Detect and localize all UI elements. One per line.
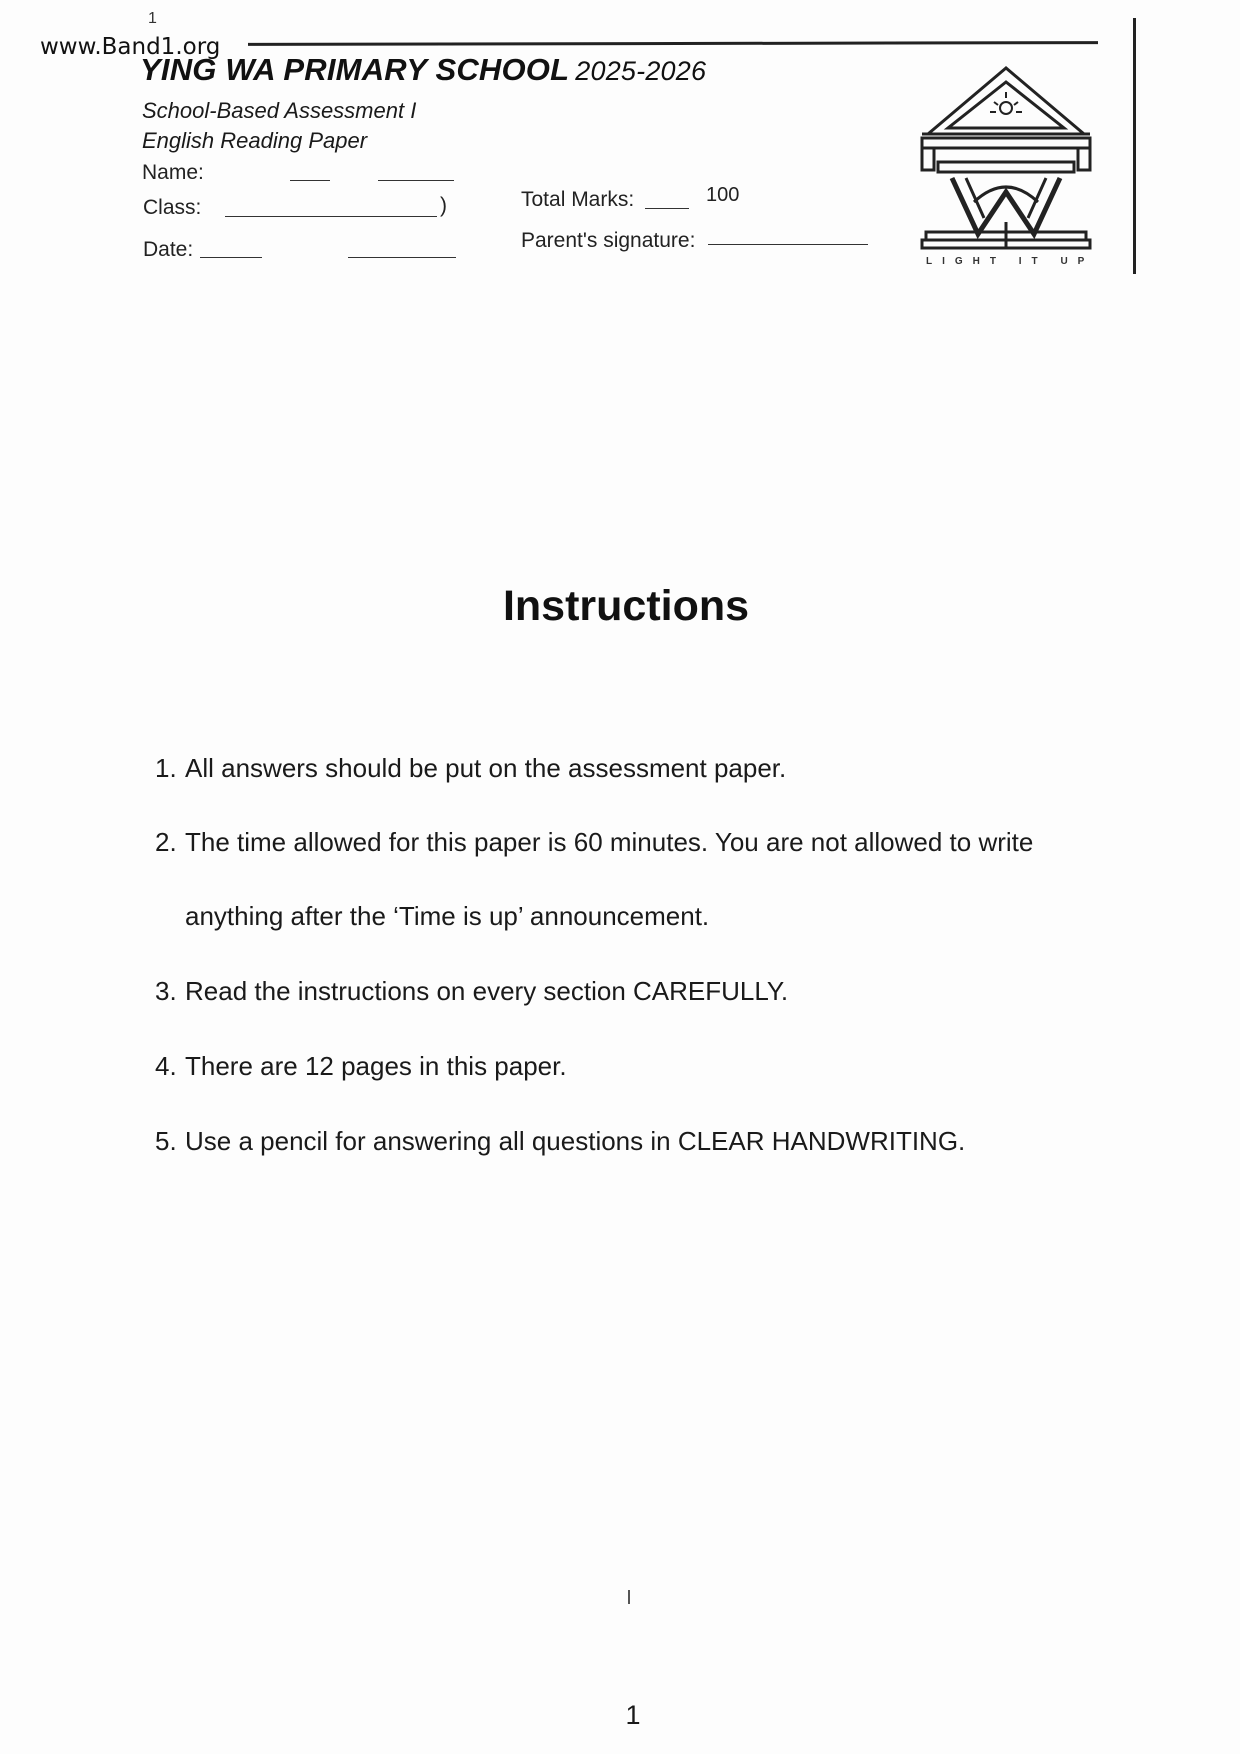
scan-tick <box>628 1590 630 1604</box>
page-number: 1 <box>625 1700 641 1730</box>
crest-motto: LIGHT IT UP <box>926 256 1095 267</box>
name-line-b[interactable] <box>378 180 454 181</box>
school-name <box>140 52 706 88</box>
page-title: Instructions <box>502 582 750 630</box>
instruction-text: The time allowed for this paper is 60 minutes. You are not allowed to write <box>185 827 1034 857</box>
school-name-text: YING WA PRIMARY SCHOOL <box>140 52 570 87</box>
header-rule <box>248 41 1098 46</box>
parent-signature-label: Parent's signature: <box>521 229 696 252</box>
instruction-number: 3. <box>155 976 177 1006</box>
instruction-4 <box>155 1050 1155 1084</box>
total-marks-value: 100 <box>706 184 740 206</box>
class-paren: ) <box>440 194 447 217</box>
scan-mark: 1 <box>148 10 157 27</box>
instruction-number: 4. <box>155 1051 177 1081</box>
instruction-3 <box>155 975 1155 1009</box>
header-side-rule <box>1133 18 1136 274</box>
instruction-text: Use a pencil for answering all questions in CLEAR HANDWRITING. <box>185 1126 966 1156</box>
instruction-1 <box>155 752 1155 786</box>
watermark: www.Band1.org <box>40 34 221 60</box>
paper-title: English Reading Paper <box>142 128 368 153</box>
crest-drawing <box>918 62 1094 252</box>
class-line[interactable] <box>225 216 437 217</box>
date-line-a[interactable] <box>200 257 262 258</box>
instruction-text: Read the instructions on every section CAREFULLY. <box>185 976 789 1006</box>
name-label: Name: <box>142 161 204 184</box>
class-label: Class: <box>143 196 202 219</box>
instruction-5 <box>155 1125 1155 1159</box>
instruction-number: 1. <box>155 753 177 783</box>
parent-signature-line[interactable] <box>708 244 868 245</box>
instruction-number: 2. <box>155 827 177 857</box>
instruction-2-continued: anything after the ‘Time is up’ announcement. <box>185 901 710 931</box>
date-label: Date: <box>143 238 194 261</box>
instruction-text: There are 12 pages in this paper. <box>185 1051 567 1081</box>
instruction-number: 5. <box>155 1126 177 1156</box>
school-year: 2025-2026 <box>575 56 707 86</box>
name-line-a <box>290 180 330 181</box>
total-marks-line <box>645 208 689 209</box>
date-line-b[interactable] <box>348 257 456 258</box>
assessment-title: School-Based Assessment I <box>142 98 417 123</box>
school-crest-icon <box>918 62 1094 270</box>
instruction-2 <box>155 826 1155 860</box>
instruction-text: All answers should be put on the assessment paper. <box>185 753 787 783</box>
total-marks-label: Total Marks: <box>521 188 635 211</box>
